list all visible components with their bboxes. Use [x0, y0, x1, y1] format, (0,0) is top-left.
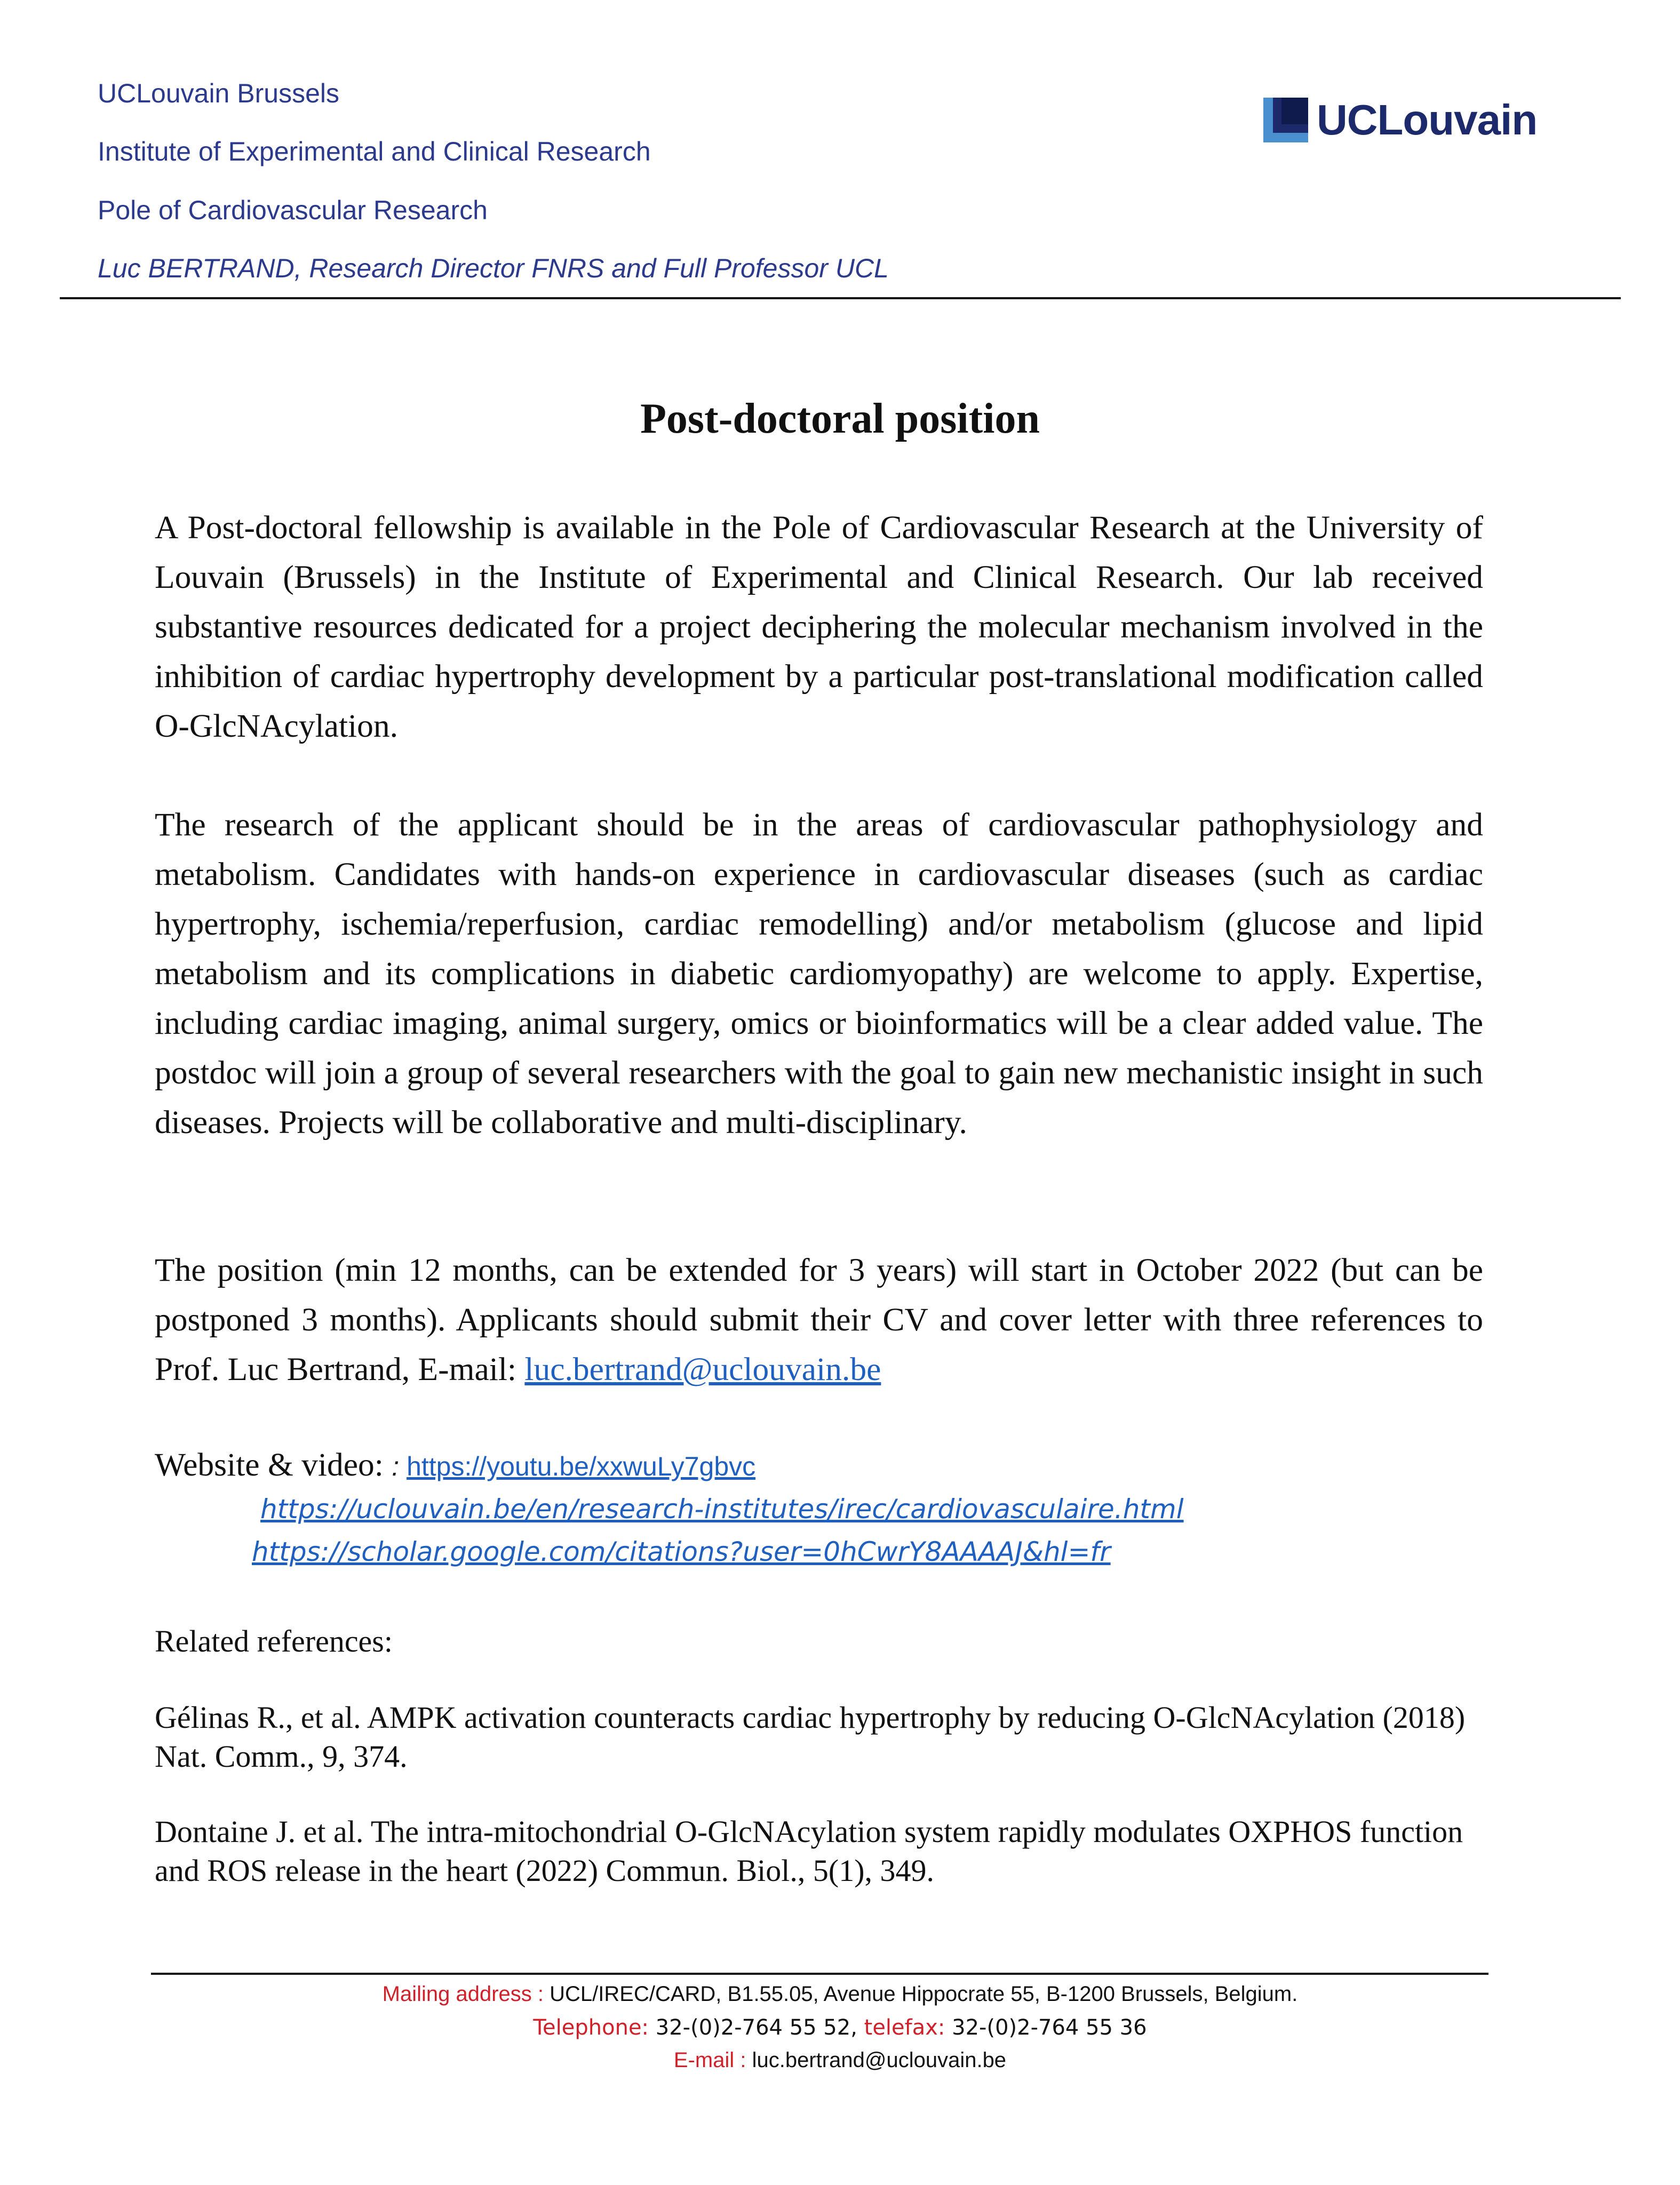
telefax-value: 32-(0)2-764 55 36 [952, 2015, 1147, 2040]
uclouvain-logo-icon [1263, 98, 1308, 142]
email-link[interactable]: luc.bertrand@uclouvain.be [524, 1351, 881, 1387]
references-heading: Related references: [155, 1624, 393, 1658]
uclouvain-logo [1263, 96, 1537, 144]
footer-email-value[interactable]: luc.bertrand@uclouvain.be [752, 2048, 1007, 2072]
institute-link[interactable]: https://uclouvain.be/en/research-institutes/irec/cardiovasculaire.html [260, 1494, 1184, 1525]
footer-divider [151, 1973, 1488, 1975]
reference-1: Gélinas R., et al. AMPK activation counteracts cardiac hypertrophy by reducing O-GlcNAcylation (2018) Nat. Comm., 9, 374. [155, 1700, 1466, 1774]
scholar-link[interactable]: https://scholar.google.com/citations?user=0hCwrY8AAAAJ&hl=fr [252, 1536, 1111, 1567]
paragraph-application [155, 1246, 1483, 1394]
paragraph-intro: A Post-doctoral fellowship is available in the Pole of Cardiovascular Research at the University of Louvain (Brussels) in the Institute of Experimental and Clinical Research. Our lab received substantive resources dedicated for a project deciphering the molecular mechanism involved in the inhibition of cardiac hypertrophy development by a particular post-translational modification called O-GlcNAcylation. [155, 509, 1483, 744]
footer-phone [0, 2015, 1680, 2040]
header-pole: Pole of Cardiovascular Research [98, 195, 488, 225]
header-institute: Institute of Experimental and Clinical Research [98, 137, 651, 166]
mailing-value: UCL/IREC/CARD, B1.55.05, Avenue Hippocrate 55, B-1200 Brussels, Belgium. [550, 1982, 1298, 2006]
header-author: Luc BERTRAND, Research Director FNRS and Full Professor UCL [98, 253, 889, 283]
header-institution: UCLouvain Brussels [98, 78, 339, 108]
header-divider [60, 297, 1621, 299]
website-label: Website & video: [155, 1447, 392, 1483]
telefax-label: telefax: [864, 2015, 952, 2040]
reference-2: Dontaine J. et al. The intra-mitochondrial O-GlcNAcylation system rapidly modulates OXPHOS function and ROS release in the heart (2022) Commun. Biol., 5(1), 349. [155, 1814, 1463, 1888]
footer-mailing [0, 1982, 1680, 2006]
youtube-link[interactable]: https://youtu.be/xxwuLy7gbvc [407, 1452, 756, 1481]
website-line [155, 1440, 1483, 1492]
telephone-value: 32-(0)2-764 55 52, [655, 2015, 864, 2040]
page-title: Post-doctoral position [640, 395, 1040, 442]
link-separator: : [392, 1452, 407, 1481]
application-text: The position (min 12 months, can be extended for 3 years) will start in October 2022 (but can be postponed 3 months). Applicants should submit their CV and cover letter with three references to Prof. Luc Bertrand, E-mail: [155, 1252, 1483, 1387]
logo-text: UCLouvain [1317, 96, 1538, 143]
footer-email [0, 2048, 1680, 2072]
mailing-label: Mailing address : [382, 1982, 550, 2006]
footer-email-label: E-mail : [673, 2048, 752, 2072]
paragraph-research: The research of the applicant should be in the areas of cardiovascular pathophysiology and metabolism. Candidates with hands-on experience in cardiovascular diseases (such as cardiac hypertrophy, ischemia/reperfusion, cardiac remodelling) and/or metabolism (glucose and lipid metabolism and its complications in diabetic cardiomyopathy) are welcome to apply. Expertise, including cardiac imaging, animal surgery, omics or bioinformatics will be a clear added value. The postdoc will join a group of several researchers with the goal to gain new mechanistic insight in such diseases. Projects will be collaborative and multi-disciplinary. [155, 807, 1483, 1141]
telephone-label: Telephone: [533, 2015, 656, 2040]
